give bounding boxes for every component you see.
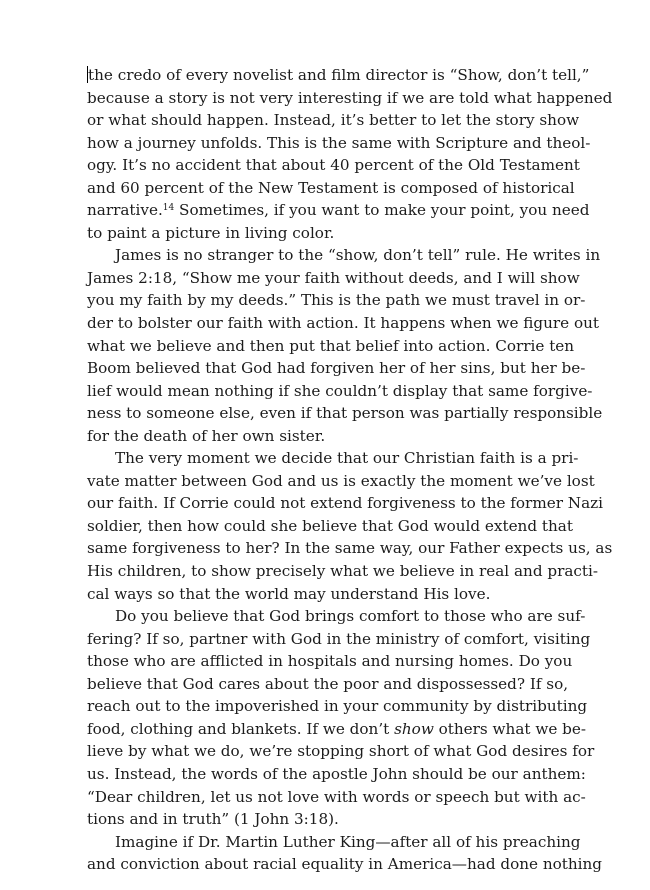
- paragraph: [87, 64, 613, 244]
- text-line: how a journey unfolds. This is the same with Scripture and theol-: [87, 133, 591, 152]
- book-page-body: [87, 64, 613, 876]
- text-line: Boom believed that God had forgiven her of her sins, but her be-: [87, 359, 586, 378]
- text-line: our faith. If Corrie could not extend forgiveness to the former Nazi: [87, 494, 603, 513]
- text-line: narrative.$^{14}$ Sometimes, if you want to make your point, you need: [87, 201, 590, 220]
- paragraph: [87, 605, 595, 830]
- paragraph: [87, 831, 603, 876]
- text-line: what we believe and then put that belief into action. Corrie ten: [87, 336, 575, 355]
- text-line: lief would mean nothing if she couldn’t display that same forgive-: [87, 381, 593, 400]
- text-line: and 60 percent of the New Testament is composed of historical: [87, 178, 575, 197]
- text-cursor: [87, 66, 88, 83]
- text-line: those who are afflicted in hospitals and nursing homes. Do you: [87, 652, 573, 671]
- text-line: lieve by what we do, we’re stopping short of what God desires for: [87, 742, 595, 761]
- text-line: because a story is not very interesting if we are told what happened: [87, 88, 613, 107]
- text-line: James is no stranger to the “show, don’t tell” rule. He writes in: [115, 246, 601, 265]
- text-line: for the death of her own sister.: [87, 426, 326, 445]
- text-line: food, clothing and blankets. If we don’t show others what we be-: [87, 719, 586, 738]
- text-line: ogy. It’s no accident that about 40 percent of the Old Testament: [87, 156, 580, 175]
- text-line: you my faith by my deeds.” This is the path we must travel in or-: [87, 291, 586, 310]
- paragraph: [87, 447, 613, 605]
- text-line: to paint a picture in living color.: [87, 223, 335, 242]
- text-line: fering? If so, partner with God in the ministry of comfort, visiting: [87, 629, 591, 648]
- text-line: ness to someone else, even if that person was partially responsible: [87, 404, 603, 423]
- emphasis-text: show: [394, 719, 434, 738]
- text-line: tions and in truth” (1 John 3:18).: [87, 810, 339, 829]
- text-line: der to bolster our faith with action. It happens when we figure out: [87, 314, 600, 333]
- text-line: His children, to show precisely what we believe in real and practi-: [87, 562, 598, 581]
- text-line: the credo of every novelist and film director is “Show, don’t tell,”: [88, 66, 590, 84]
- text-line: or what should happen. Instead, it’s better to let the story show: [87, 111, 580, 130]
- text-line: soldier, then how could she believe that God would extend that: [87, 516, 573, 535]
- text-line: cal ways so that the world may understand His love.: [87, 584, 491, 603]
- text-line: Do you believe that God brings comfort to those who are suf-: [115, 607, 586, 626]
- text-line: James 2:18, “Show me your faith without deeds, and I will show: [87, 268, 580, 287]
- text-line: believe that God cares about the poor and dispossessed? If so,: [87, 674, 569, 693]
- text-line: reach out to the impoverished in your community by distributing: [87, 697, 588, 716]
- text-line: “Dear children, let us not love with words or speech but with ac-: [87, 787, 586, 806]
- text-line: same forgiveness to her? In the same way, our Father expects us, as: [87, 539, 613, 558]
- text-line: vate matter between God and us is exactly the moment we’ve lost: [87, 471, 595, 490]
- text-line: us. Instead, the words of the apostle John should be our anthem:: [87, 764, 586, 783]
- text-line: The very moment we decide that our Christian faith is a pri-: [115, 449, 579, 468]
- text-line: Imagine if Dr. Martin Luther King—after all of his preaching: [115, 832, 581, 851]
- paragraph: [87, 244, 603, 447]
- footnote-marker: 14: [162, 203, 175, 214]
- text-line: and conviction about racial equality in America—had done nothing: [87, 855, 603, 874]
